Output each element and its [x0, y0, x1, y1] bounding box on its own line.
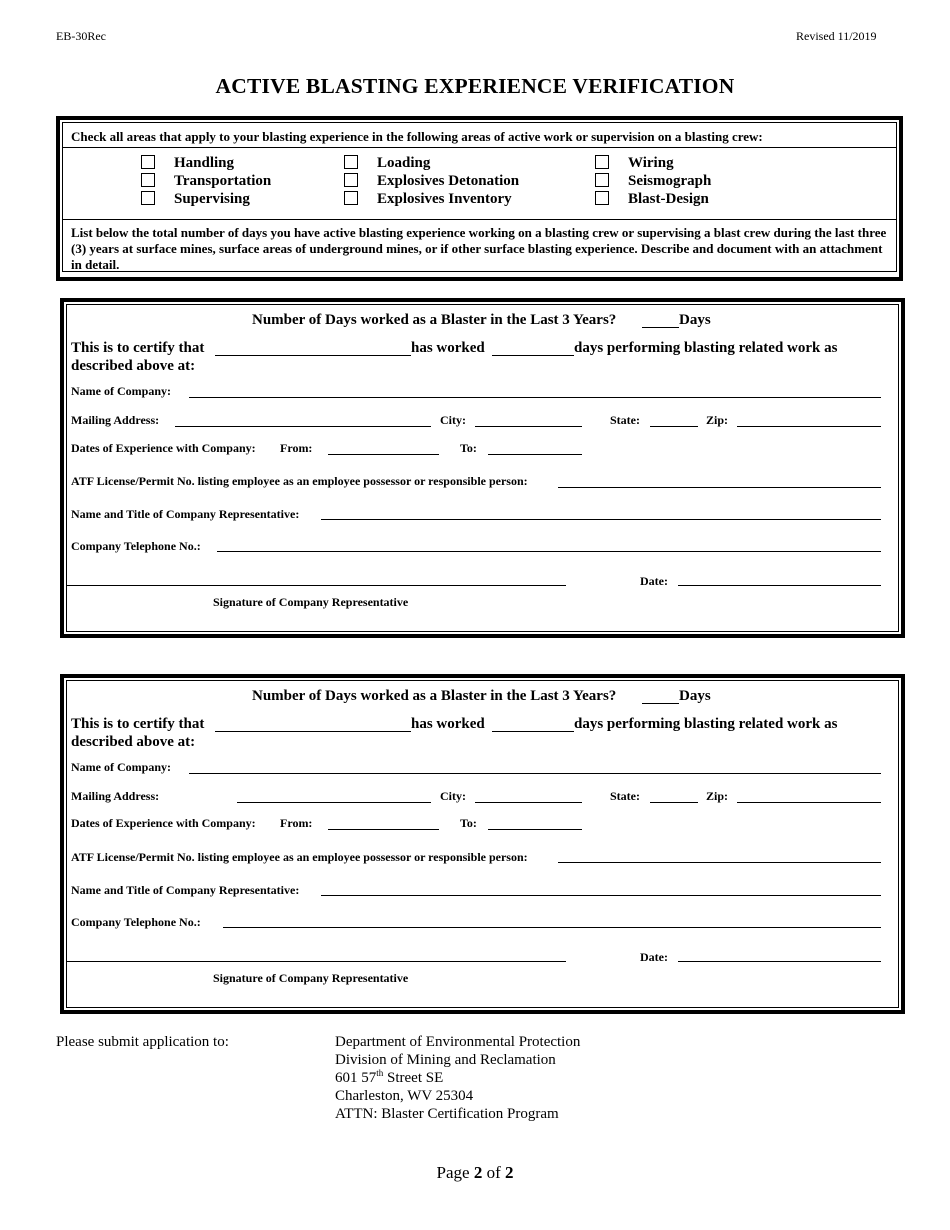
atf-license-field[interactable]	[558, 862, 881, 863]
address-line-2: Division of Mining and Reclamation	[335, 1052, 556, 1068]
days-unit: Days	[679, 688, 711, 704]
phone-field[interactable]	[217, 551, 881, 552]
mailing-address-label: Mailing Address:	[71, 789, 160, 803]
days-performing-text: days performing blasting related work as	[574, 716, 838, 732]
days-total-field[interactable]	[642, 703, 679, 704]
submit-label: Please submit application to:	[56, 1034, 229, 1050]
dates-label: Dates of Experience with Company:	[71, 816, 256, 830]
days-total-field[interactable]	[642, 327, 679, 328]
dates-label: Dates of Experience with Company:	[71, 441, 256, 455]
date-field[interactable]	[678, 585, 881, 586]
zip-label: Zip:	[706, 789, 729, 803]
worker-name-field[interactable]	[215, 731, 411, 732]
signature-field[interactable]	[67, 961, 566, 962]
list-instruction: List below the total number of days you have active blasting experience working on a blasting crew or supervising a blast crew during the last three (3) years at surface mines, surface areas of underground mines, or if other surface blasting experience. Describe and document with an attachment in detail.	[71, 225, 887, 272]
phone-label: Company Telephone No.:	[71, 539, 201, 553]
days-worked-field[interactable]	[492, 355, 574, 356]
revised-date: Revised 11/2019	[796, 29, 877, 43]
checklist-instruction: Check all areas that apply to your blasting experience in the following areas of active work or supervision on a blasting crew:	[71, 129, 763, 144]
experience-checklist	[56, 116, 903, 281]
days-worked-field[interactable]	[492, 731, 574, 732]
checkbox-box[interactable]	[344, 191, 358, 205]
state-field[interactable]	[650, 426, 698, 427]
phone-label: Company Telephone No.:	[71, 915, 201, 929]
checkbox-box[interactable]	[595, 155, 609, 169]
atf-license-label: ATF License/Permit No. listing employee as an employee possessor or responsible person:	[71, 850, 528, 864]
rep-name-field[interactable]	[321, 895, 881, 896]
checkbox-label: Seismograph	[628, 173, 712, 189]
company-name-field[interactable]	[189, 397, 881, 398]
experience-block-1	[60, 298, 905, 638]
street-name: Street SE	[383, 1070, 444, 1086]
checkbox-box[interactable]	[141, 191, 155, 205]
checkbox-box[interactable]	[344, 155, 358, 169]
checkbox-label: Transportation	[174, 173, 272, 189]
checkbox-box[interactable]	[141, 173, 155, 187]
state-label: State:	[610, 789, 640, 803]
checkbox-label: Explosives Detonation	[377, 173, 520, 189]
zip-field[interactable]	[737, 802, 881, 803]
checkbox-label: Explosives Inventory	[377, 191, 512, 207]
page-number	[0, 1163, 950, 1183]
company-name-label: Name of Company:	[71, 760, 171, 774]
rep-name-label: Name and Title of Company Representative:	[71, 883, 300, 897]
from-label: From:	[280, 816, 313, 830]
checkbox-label: Handling	[174, 155, 235, 171]
days-unit: Days	[679, 312, 711, 328]
checkbox-label: Loading	[377, 155, 431, 171]
checkbox-label: Blast-Design	[628, 191, 709, 207]
date-field[interactable]	[678, 961, 881, 962]
worker-name-field[interactable]	[215, 355, 411, 356]
state-field[interactable]	[650, 802, 698, 803]
mailing-address-field[interactable]	[175, 426, 431, 427]
mailing-address-label: Mailing Address:	[71, 413, 160, 427]
signature-label: Signature of Company Representative	[213, 595, 409, 609]
rep-name-field[interactable]	[321, 519, 881, 520]
zip-field[interactable]	[737, 426, 881, 427]
street-ordinal: th	[376, 1068, 384, 1078]
to-label: To:	[460, 441, 477, 455]
state-label: State:	[610, 413, 640, 427]
address-line-1: Department of Environmental Protection	[335, 1034, 581, 1050]
to-date-field[interactable]	[488, 829, 582, 830]
to-date-field[interactable]	[488, 454, 582, 455]
has-worked-text: has worked	[411, 340, 485, 356]
checkbox-box[interactable]	[141, 155, 155, 169]
page-of: of	[482, 1163, 505, 1182]
from-label: From:	[280, 441, 313, 455]
address-line-4: Charleston, WV 25304	[335, 1088, 474, 1104]
city-label: City:	[440, 413, 466, 427]
days-question: Number of Days worked as a Blaster in the Last 3 Years?	[252, 688, 617, 704]
page-current: 2	[473, 1163, 483, 1182]
page-total: 2	[504, 1163, 514, 1182]
certify-prefix: This is to certify that	[71, 340, 205, 356]
to-label: To:	[460, 816, 477, 830]
signature-label: Signature of Company Representative	[213, 971, 409, 985]
form-id: EB-30Rec	[56, 29, 106, 43]
from-date-field[interactable]	[328, 829, 439, 830]
date-label: Date:	[640, 950, 668, 964]
company-name-label: Name of Company:	[71, 384, 171, 398]
address-line-5: ATTN: Blaster Certification Program	[335, 1106, 559, 1122]
has-worked-text: has worked	[411, 716, 485, 732]
described-above-text: described above at:	[71, 358, 196, 374]
city-field[interactable]	[475, 426, 582, 427]
company-name-field[interactable]	[189, 773, 881, 774]
city-label: City:	[440, 789, 466, 803]
address-line-3	[335, 1069, 443, 1087]
atf-license-label: ATF License/Permit No. listing employee as an employee possessor or responsible person:	[71, 474, 528, 488]
checkbox-label: Wiring	[628, 155, 674, 171]
page-title: ACTIVE BLASTING EXPERIENCE VERIFICATION	[215, 74, 735, 98]
rep-name-label: Name and Title of Company Representative:	[71, 507, 300, 521]
phone-field[interactable]	[223, 927, 881, 928]
checkbox-box[interactable]	[595, 173, 609, 187]
zip-label: Zip:	[706, 413, 729, 427]
certify-prefix: This is to certify that	[71, 716, 205, 732]
checkbox-box[interactable]	[595, 191, 609, 205]
mailing-address-field[interactable]	[237, 802, 431, 803]
from-date-field[interactable]	[328, 454, 439, 455]
checkbox-label: Supervising	[174, 191, 250, 207]
date-label: Date:	[640, 574, 668, 588]
atf-license-field[interactable]	[558, 487, 881, 488]
days-performing-text: days performing blasting related work as	[574, 340, 838, 356]
street-number: 601 57	[335, 1070, 377, 1086]
described-above-text: described above at:	[71, 734, 196, 750]
city-field[interactable]	[475, 802, 582, 803]
experience-block-2	[60, 674, 905, 1014]
days-question: Number of Days worked as a Blaster in the Last 3 Years?	[252, 312, 617, 328]
checkbox-box[interactable]	[344, 173, 358, 187]
signature-field[interactable]	[67, 585, 566, 586]
page-word: Page	[436, 1163, 474, 1182]
